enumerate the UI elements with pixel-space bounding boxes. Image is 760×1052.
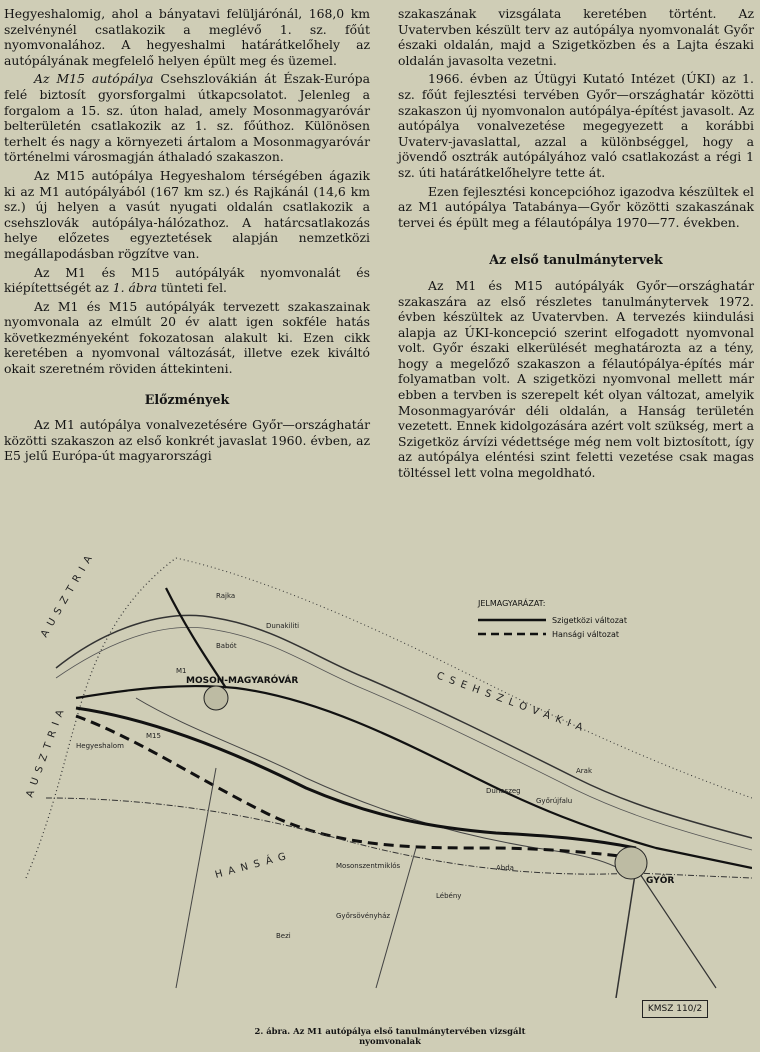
label-dunaszeg: Dunaszeg bbox=[486, 787, 521, 795]
label-gyorsoveny: Győrsövényház bbox=[336, 912, 391, 920]
road-south-2 bbox=[636, 868, 716, 988]
label-babot: Babót bbox=[216, 642, 237, 650]
section-heading: Előzmények bbox=[144, 391, 230, 407]
paragraph bbox=[4, 71, 370, 165]
caption-line-2: nyomvonalak bbox=[359, 1036, 421, 1046]
paragraph: 1966. évben az Útügyi Kutató Intézet (ÚKI) az 1. sz. főút fejlesztési tervében Győr—országhatár közötti szakaszon új nyomvonalon autópálya-építést javasolt. Az autópálya vonalvezetése megegyezett a korábbi Uvaterv-javaslattal, azzal a különbséggel, hogy a jövendő osztrák autópályához való csatlakozást a régi 1 sz. úti határátkelőhelyre tette át. bbox=[398, 71, 754, 180]
label-csehszlovakia: CSEHSZLOVÁKIA bbox=[434, 670, 590, 736]
road-south-4 bbox=[176, 768, 216, 988]
route-map bbox=[16, 548, 752, 998]
emphasis: Az M15 autópálya bbox=[34, 71, 154, 87]
label-mosonszentmiklos: Mosonszentmiklós bbox=[336, 862, 401, 870]
gyor-city bbox=[615, 847, 647, 879]
label-m15: M15 bbox=[146, 732, 161, 740]
paragraph-text: Csehszlovákián át Észak-Európa felé biztosít gyorsforgalmi útkapcsolatot. Jelenleg a forgalom a 15. sz. úton halad, amely Mosonmagyaróvár belterületén csatlakozik az 1. sz. főúthoz. Különösen terhelt és nagy a környezeti ártalom a Mosonmagyaróvár történelmi városmagján áthaladó szakaszon. bbox=[4, 71, 370, 165]
label-ausztria-top: AUSZTRIA bbox=[39, 548, 98, 640]
paragraph: Az M15 autópálya Hegyeshalom térségében ágazik ki az M1 autópályából (167 km sz.) és Rajkánál (14,6 km sz.) új helyen a vasút nyugati oldalán csatlakozik a csehszlovák autópálya-hálózathoz. A határcsatlakozás helye előzetes egyeztetések alapján nemzetközi megállapodásban rögzítve van. bbox=[4, 167, 370, 261]
caption-line-1: 2. ábra. Az M1 autópálya első tanulmánytervében vizsgált bbox=[254, 1026, 526, 1036]
label-gyor: GYŐR bbox=[646, 876, 675, 886]
paragraph-text: Az M1 és M15 autópályák nyomvonalát és kiépítettségét az bbox=[4, 264, 370, 296]
label-mosonmagyarovar: MOSON-MAGYARÓVÁR bbox=[186, 676, 299, 686]
country-border bbox=[26, 558, 176, 878]
label-gyorujfalu: Győrújfalu bbox=[536, 797, 573, 805]
road-south-1 bbox=[616, 868, 636, 998]
paragraph: Hegyeshalomig, ahol a bányatavi felüljárónál, 168,0 km szelvénynél csatlakozik a meglévő 1. sz. főút nyomvonalához. A hegyeshalmi határátkelőhely az autópályának megfelelő helyen épült meg és üzemel. bbox=[4, 6, 370, 68]
paragraph: Az M1 és M15 autópályák tervezett szakaszainak nyomvonala az elmúlt 20 év alatt igen sokféle hatás következményeként fokozatosan alakult ki. Ezen cikk keretében a nyomvonal változását, illetve ezek kiváltó okait szeretném röviden áttekinteni. bbox=[4, 298, 370, 377]
figure-caption bbox=[190, 1026, 590, 1046]
label-bezi: Bezi bbox=[276, 932, 291, 940]
archive-stamp: KMSZ 110/2 bbox=[642, 1000, 708, 1018]
label-lebeny: Lébény bbox=[436, 892, 462, 900]
mosonmagyarovar-city bbox=[204, 686, 228, 710]
existing-m1-road bbox=[76, 686, 752, 868]
label-arak: Arak bbox=[576, 767, 593, 775]
paragraph bbox=[4, 265, 370, 296]
map-svg bbox=[16, 548, 752, 998]
right-column bbox=[398, 6, 754, 484]
paragraph: Az M1 autópálya vonalvezetésére Győr—országhatár közötti szakaszon az első konkrét javaslat 1960. évben, az E5 jelű Európa-út magyarországi bbox=[4, 417, 370, 464]
label-abda: Abda bbox=[496, 864, 514, 872]
legend-hansagi: Hansági változat bbox=[552, 630, 620, 639]
label-hegyeshalom: Hegyeshalom bbox=[76, 742, 124, 750]
label-hansag: HANSÁG bbox=[213, 849, 293, 881]
m15-road bbox=[166, 588, 226, 688]
left-column bbox=[4, 6, 370, 467]
label-m1: M1 bbox=[176, 667, 187, 675]
label-dunakiliti: Dunakiliti bbox=[266, 622, 300, 630]
paragraph: Az M1 és M15 autópályák Győr—országhatár szakaszára az első részletes tanulmánytervek 1972. évben készültek az Uvatervben. A tervezés kiindulási alapja az ÚKI-koncepció szerint elfogadott nyomvonal volt. Győr északi elkerülését meghatározta az a tény, hogy a megelőző szakaszon a félautópálya-építés már folyamatban volt. A szigetközi nyomvonal mellett már ebben a tervben is szerepelt két olyan változat, amelyik Mosonmagyaróvár déli oldalán, a Hanság területén vezetett. Ennek kidolgozására azért volt szükség, mert a Szigetköz árvízi védettsége még nem volt biztosított, így az autópálya eléntési szint feletti vezetése csak magas töltéssel lett volna megoldható. bbox=[398, 277, 754, 481]
paragraph-text: tünteti fel. bbox=[157, 280, 227, 296]
section-heading: Az első tanulmánytervek bbox=[489, 252, 663, 268]
figure-reference: 1. ábra bbox=[112, 280, 158, 296]
legend-szigetkozi: Szigetközi változat bbox=[552, 616, 627, 625]
label-ausztria-side: AUSZTRIA bbox=[24, 702, 69, 800]
paragraph: szakaszának vizsgálata keretében történt. Az Uvatervben készült terv az autópálya nyomvonalát Győr északi oldalán, majd a Szigetközben és a Lajta északi oldalán javasolta vezetni. bbox=[398, 6, 754, 68]
map-legend bbox=[477, 597, 627, 639]
paragraph: Ezen fejlesztési koncepcióhoz igazodva készültek el az M1 autópálya Tatabánya—Győr közötti szakaszának tervei és épült meg a félautópálya 1970—77. években. bbox=[398, 183, 754, 230]
legend-title: JELMAGYARÁZAT: bbox=[478, 599, 546, 608]
label-rajka: Rajka bbox=[216, 592, 236, 600]
